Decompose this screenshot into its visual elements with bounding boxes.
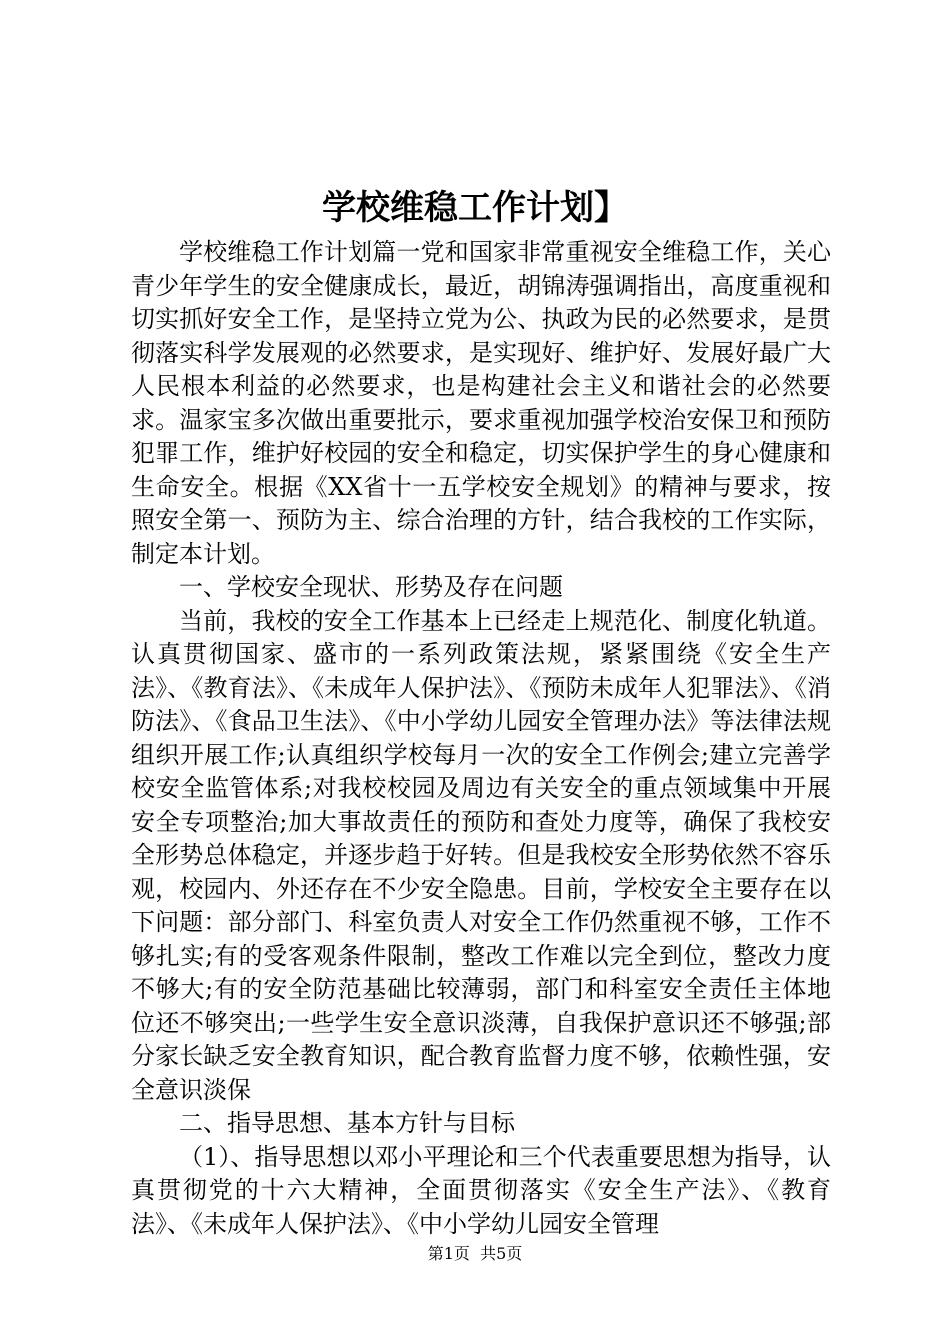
- page-number: 第1页: [427, 1244, 470, 1263]
- page-footer: [0, 1243, 950, 1265]
- page-total: 共5页: [480, 1244, 523, 1263]
- paragraph-current-status: 当前，我校的安全工作基本上已经走上规范化、制度化轨道。认真贯彻国家、盛市的一系列政策法规，紧紧围绕《安全生产法》、《教育法》、《未成年人保护法》、《预防未成年人犯罪法》、《消防法》、《食品卫生法》、《中小学幼儿园安全管理办法》等法律法规组织开展工作;认真组织学校每月一次的安全工作例会;建立完善学校安全监管体系;对我校校园及周边有关安全的重点领域集中开展安全专项整治;加大事故责任的预防和查处力度等，确保了我校安全形势总体稳定，并逐步趋于好转。但是我校安全形势依然不容乐观，校园内、外还存在不少安全隐患。目前，学校安全主要存在以下问题：部分部门、科室负责人对安全工作仍然重视不够，工作不够扎实;有的受客观条件限制，整改工作难以完全到位，整改力度不够大;有的安全防范基础比较薄弱，部门和科室安全责任主体地位还不够突出;一些学生安全意识淡薄，自我保护意识还不够强;部分家长缺乏安全教育知识，配合教育监督力度不够，依赖性强，安全意识淡保: [131, 606, 831, 1104]
- section-heading-2: 二、指导思想、基本方针与目标: [179, 1109, 515, 1137]
- document-body: [131, 236, 831, 1241]
- paragraph-guiding-ideology: （1）、指导思想以邓小平理论和三个代表重要思想为指导，认真贯彻党的十六大精神，全面贯彻落实《安全生产法》、《教育法》、《未成年人保护法》、《中小学幼儿园安全管理: [131, 1142, 831, 1238]
- document-title: 学校维稳工作计划】: [322, 188, 628, 228]
- section-heading-1: 一、学校安全现状、形势及存在问题: [179, 573, 563, 601]
- paragraph-intro: 学校维稳工作计划篇一党和国家非常重视安全维稳工作，关心青少年学生的安全健康成长，最近，胡锦涛强调指出，高度重视和切实抓好安全工作，是坚持立党为公、执政为民的必然要求，是贯彻落实科学发展观的必然要求，是实现好、维护好、发展好最广大人民根本利益的必然要求，也是构建社会主义和谐社会的必然要求。温家宝多次做出重要批示，要求重视加强学校治安保卫和预防犯罪工作，维护好校园的安全和稳定，切实保护学生的身心健康和生命安全。根据《XX省十一五学校安全规划》的精神与要求，按照安全第一、预防为主、综合治理的方针，结合我校的工作实际，制定本计划。: [131, 238, 831, 568]
